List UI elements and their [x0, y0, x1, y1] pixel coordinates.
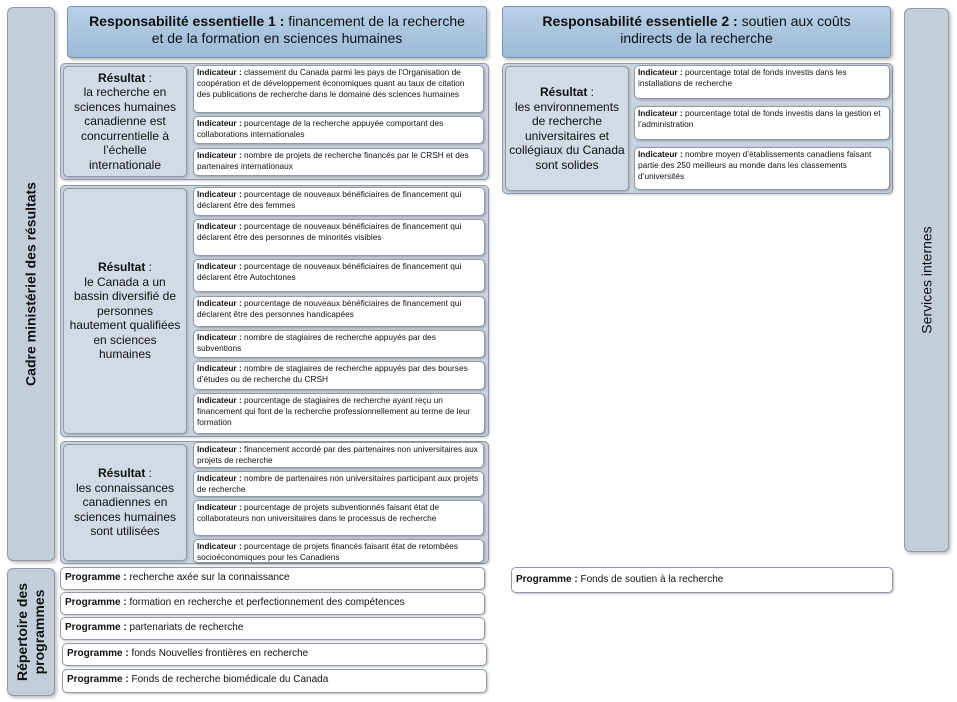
- program-1-prefix: Programme :: [65, 572, 127, 583]
- indicator-4-prefix: Indicateur :: [197, 189, 242, 199]
- program-inventory-label-bar: [7, 568, 55, 696]
- indicator-2: [193, 116, 484, 144]
- indicator-4-text: pourcentage de nouveaux bénéficiaires de financement qui déclarent être des femmes: [197, 189, 462, 210]
- result-box-2: Résultat : le Canada a un bassin diversifié de personnes hautement qualifiées en sciences humaines: [63, 188, 187, 434]
- result-box-3: Résultat : les connaissances canadiennes en sciences humaines sont utilisées: [63, 444, 187, 561]
- program-r2-text: Fonds de soutien à la recherche: [580, 574, 724, 585]
- program-3-text: partenariats de recherche: [129, 622, 244, 633]
- indicator-r2-1-prefix: Indicateur :: [638, 67, 683, 77]
- indicator-2-text: pourcentage de la recherche appuyée comportant des collaborations internationales: [197, 118, 444, 139]
- program-inventory-label: [14, 583, 48, 681]
- indicator-14: [193, 539, 484, 563]
- indicator-3: [193, 148, 484, 176]
- core-responsibility-1-text-line2: et de la formation en sciences humaines: [151, 30, 403, 46]
- program-1-text: recherche axée sur la connaissance: [129, 572, 290, 583]
- indicator-9: [193, 361, 485, 390]
- indicator-3-prefix: Indicateur :: [197, 150, 242, 160]
- indicator-2-prefix: Indicateur :: [197, 118, 242, 128]
- indicator-1-text: classement du Canada parmi les pays de l’Organisation de coopération et de développement économiques quant au taux de citation des publications de recherche dans le domaine des sciences humaines: [197, 67, 465, 99]
- indicator-7-prefix: Indicateur :: [197, 298, 242, 308]
- result-r2-text: les environnements de recherche universitaires et collégiaux du Canada sont solides: [509, 99, 625, 172]
- indicator-r2-2-text: pourcentage total de fonds investis dans la gestion et l’administration: [638, 108, 881, 129]
- indicator-6-text: pourcentage de nouveaux bénéficiaires de financement qui déclarent être Autochtones: [197, 261, 462, 282]
- framework-label: Cadre ministériel des résultats: [22, 182, 39, 386]
- indicator-14-prefix: Indicateur :: [197, 541, 242, 551]
- indicator-r2-1: [634, 65, 890, 99]
- indicator-7-text: pourcentage de nouveaux bénéficiaires de financement qui déclarent être des personnes handicapées: [197, 298, 462, 319]
- result-box-1: Résultat : la recherche en sciences humaines canadienne est concurrentielle à l’échelle internationale: [63, 66, 187, 177]
- core-responsibility-1-prefix: Responsabilité essentielle 1 :: [89, 13, 285, 29]
- program-2-prefix: Programme :: [65, 597, 127, 608]
- indicator-13-prefix: Indicateur :: [197, 502, 242, 512]
- indicator-12: [193, 471, 484, 497]
- indicator-r2-3-text: nombre moyen d’établissements canadiens faisant partie des 250 meilleurs au monde dans les classements d’universités: [638, 149, 872, 181]
- core-responsibility-2: [502, 6, 891, 58]
- core-responsibility-2-prefix: Responsabilité essentielle 2 :: [542, 13, 738, 29]
- indicator-13: [193, 500, 484, 536]
- program-r2: [511, 567, 893, 593]
- result-2-text: le Canada a un bassin diversifié de personnes hautement qualifiées en sciences humaines: [69, 274, 181, 362]
- indicator-3-text: nombre de projets de recherche financés par le CRSH et des partenaires internationaux: [197, 150, 469, 171]
- result-2-prefix: Résultat: [97, 260, 146, 275]
- indicator-12-prefix: Indicateur :: [197, 473, 242, 483]
- core-responsibility-1: [67, 6, 487, 58]
- indicator-r2-3-prefix: Indicateur :: [638, 149, 683, 159]
- result-1-text: la recherche en sciences humaines canadienne est concurrentielle à l’échelle internationale: [73, 85, 177, 172]
- result-3-prefix: Résultat: [97, 466, 146, 481]
- program-5-prefix: Programme :: [67, 674, 129, 685]
- indicator-1: [193, 65, 484, 113]
- indicator-r2-3: [634, 147, 890, 190]
- program-5: [62, 669, 487, 693]
- program-2: [60, 592, 485, 615]
- indicator-8-prefix: Indicateur :: [197, 332, 242, 342]
- indicator-9-text: nombre de stagiaires de recherche appuyés par des bourses d’études ou de recherche du CRSH: [197, 363, 468, 384]
- indicator-14-text: pourcentage de projets financés faisant état de retombées socioéconomiques pour les Canadiens: [197, 541, 459, 562]
- indicator-9-prefix: Indicateur :: [197, 363, 242, 373]
- indicator-r2-1-text: pourcentage total de fonds investis dans les installations de recherche: [638, 67, 847, 88]
- indicator-7: [193, 296, 485, 327]
- indicator-6-prefix: Indicateur :: [197, 261, 242, 271]
- internal-services-label: Services internes: [918, 226, 934, 334]
- indicator-r2-2-prefix: Indicateur :: [638, 108, 683, 118]
- program-inventory-label-line2: programmes: [31, 589, 47, 675]
- indicator-1-prefix: Indicateur :: [197, 67, 242, 77]
- program-inventory-label-line1: Répertoire des: [14, 582, 30, 682]
- indicator-10-text: pourcentage de stagiaires de recherche ayant reçu un financement qui font de la recherche professionnellement au terme de leur formation: [197, 395, 471, 427]
- indicator-11-prefix: Indicateur :: [197, 444, 242, 454]
- indicator-11-text: financement accordé par des partenaires non universitaires aux projets de recherche: [197, 444, 478, 465]
- indicator-5-prefix: Indicateur :: [197, 221, 242, 231]
- indicator-4: [193, 187, 485, 216]
- indicator-12-text: nombre de partenaires non universitaires participant aux projets de recherche: [197, 473, 479, 494]
- indicator-11: [193, 442, 484, 468]
- indicator-5-text: pourcentage de nouveaux bénéficiaires de financement qui déclarent être des personnes de minorités visibles: [197, 221, 462, 242]
- indicator-10-prefix: Indicateur :: [197, 395, 242, 405]
- framework-label-bar: [7, 7, 55, 561]
- program-5-text: Fonds de recherche biomédicale du Canada: [131, 674, 329, 685]
- internal-services-bar: [904, 8, 949, 552]
- result-3-text: les connaissances canadiennes en sciences humaines sont utilisées: [73, 480, 177, 539]
- indicator-10: [193, 393, 485, 434]
- program-3-prefix: Programme :: [65, 622, 127, 633]
- program-1: [60, 567, 485, 590]
- result-box-r2: Résultat : les environnements de recherche universitaires et collégiaux du Canada sont solides: [505, 66, 629, 191]
- result-1-prefix: Résultat: [97, 70, 146, 85]
- program-4-prefix: Programme :: [67, 648, 129, 659]
- indicator-13-text: pourcentage de projets subventionnés faisant état de collaborateurs non universitaires dans le processus de recherche: [197, 502, 440, 523]
- core-responsibility-2-text-line1: soutien aux coûts: [741, 13, 851, 29]
- program-4: [62, 643, 487, 666]
- indicator-8: [193, 330, 485, 358]
- core-responsibility-2-text-line2: indirects de la recherche: [620, 30, 773, 46]
- program-4-text: fonds Nouvelles frontières en recherche: [131, 648, 309, 659]
- indicator-5: [193, 219, 485, 256]
- indicator-8-text: nombre de stagiaires de recherche appuyés par des subventions: [197, 332, 436, 353]
- indicator-r2-2: [634, 106, 890, 140]
- program-r2-prefix: Programme :: [516, 574, 578, 585]
- result-r2-prefix: Résultat: [539, 85, 588, 99]
- program-3: [60, 617, 485, 640]
- indicator-6: [193, 259, 485, 292]
- core-responsibility-1-text-line1: financement de la recherche: [288, 13, 465, 29]
- program-2-text: formation en recherche et perfectionnement des compétences: [129, 597, 405, 608]
